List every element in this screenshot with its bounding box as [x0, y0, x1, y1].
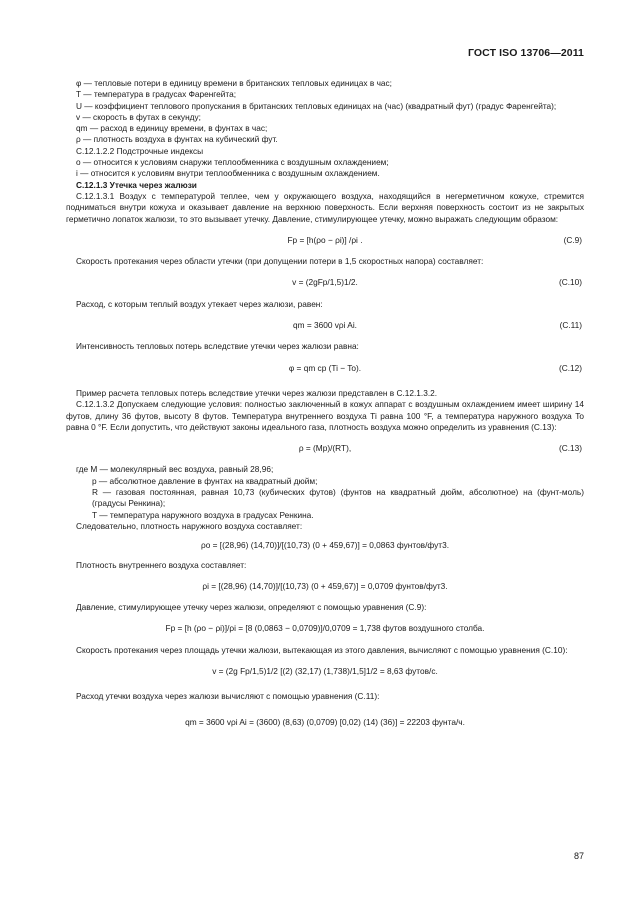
paragraph-example-ref: Пример расчета тепловых потерь вследствие утечки через жалюзи представлен в С.12.1.3.2.	[76, 387, 438, 398]
paragraph-leak-velocity: Скорость протекания через площадь утечки жалюзи, вытекающая из этого давления, вычисляют с помощью уравнения (С.10):	[76, 644, 568, 655]
where-r: R — газовая постоянная, равная 10,73 (кубических футов) (фунтов на квадратный дюйм, абсолютное) на (фунт-моль) (градусы Ренкина);	[92, 487, 584, 509]
paragraph-conditions: С.12.1.3.2 Допускаем следующие условия: полностью заключенный в кожух аппарат с воздушным охлаждением имеет ширину 14 футов, длину 36 футов, высоту 8 футов. Температура внутреннего воздуха Ti равна 100 °F, а температура наружного воздуха To равна 0 °F. Если допустить, что действуют законы идеального газа, плотность воздуха можно определить из уравнения (С.13):	[66, 399, 584, 432]
equation-formula: Fp = [h(ρo − ρi)] /ρi .	[287, 234, 363, 245]
subscript-i: i — относится к условиям внутри теплообменника с воздушным охлаждением.	[76, 168, 380, 179]
equation-c9	[66, 235, 584, 246]
equation-inner-density	[66, 581, 584, 592]
document-header: ГОСТ ISO 13706—2011	[467, 47, 584, 59]
where-t: T — температура наружного воздуха в градусах Ренкина.	[92, 509, 314, 520]
definition-qm: qm — расход в единицу времени, в фунтах в час;	[76, 123, 268, 134]
equation-velocity	[66, 666, 584, 677]
equation-number: (С.11)	[559, 320, 582, 331]
equation-c12	[66, 363, 584, 374]
definition-rho: ρ — плотность воздуха в фунтах на кубический фут.	[76, 134, 278, 145]
page-number: 87	[573, 851, 584, 861]
equation-pressure	[66, 623, 584, 634]
definition-phi: φ — тепловые потери в единицу времени в британских тепловых единицах в час;	[76, 78, 392, 88]
equation-formula: qm = 3600 vρi Ai = (3600) (8,63) (0,0709) [0,02) (14) (36)] = 22203 фунта/ч.	[185, 716, 465, 727]
definition-u: U — коэффициент теплового пропускания в британских тепловых единицах на (час) (квадратный фут) (градус Фаренгейта);	[76, 100, 557, 111]
paragraph-outer-density: Следовательно, плотность наружного воздуха составляет:	[76, 520, 303, 531]
paragraph-leak-flow: Расход утечки воздуха через жалюзи вычисляют с помощью уравнения (С.11):	[76, 691, 380, 702]
section-title: С.12.1.3 Утечка через жалюзи	[76, 179, 197, 190]
paragraph-inner-density: Плотность внутреннего воздуха составляет:	[76, 559, 247, 570]
equation-number: (С.9)	[563, 234, 582, 245]
where-m: где M — молекулярный вес воздуха, равный 28,96;	[76, 464, 274, 475]
equation-formula: ρi = [(28,96) (14,70)]/[(10,73) (0 + 459,67)] = 0,0709 фунтов/фут3.	[202, 580, 448, 591]
paragraph-pressure: Давление, стимулирующее утечку через жалюзи, определяют с помощью уравнения (С.9):	[76, 602, 427, 613]
equation-flow	[66, 717, 584, 728]
definition-v: v — скорость в футах в секунду;	[76, 111, 201, 122]
equation-formula: v = (2g Fp/1,5)1/2 [(2) (32,17) (1,738)/1,5]1/2 = 8,63 футов/с.	[212, 665, 438, 676]
definition-t: T — температура в градусах Фаренгейта;	[76, 89, 237, 100]
equation-formula: φ = qm cp (Ti − To).	[288, 362, 362, 373]
equation-c13	[66, 443, 584, 454]
subscripts-title: С.12.1.2.2 Подстрочные индексы	[76, 145, 204, 156]
equation-formula: qm = 3600 vρi Ai.	[293, 320, 357, 331]
equation-number: (С.13)	[558, 443, 582, 454]
equation-formula: Fp = [h (ρo − ρi)]/ρi = [8 (0,0863 − 0,0709)]/0,0709 = 1,738 футов воздушного столба.	[165, 623, 485, 634]
equation-formula: ρ = (Mp)/(RT),	[298, 443, 352, 454]
equation-c11	[66, 320, 584, 331]
where-p: p — абсолютное давление в фунтах на квадратный дюйм;	[92, 475, 318, 486]
subscript-o: о — относится к условиям снаружи теплообменника с воздушным охлаждением;	[76, 157, 389, 168]
equation-c10	[66, 277, 584, 288]
paragraph-flow: Расход, с которым теплый воздух утекает через жалюзи, равен:	[76, 298, 323, 309]
equation-outer-density	[66, 540, 584, 551]
equation-formula: v = (2gFp/1,5)1/2.	[292, 277, 358, 288]
equation-formula: ρo = [(28,96) (14,70)]/[(10,73) (0 + 459,67)] = 0,0863 фунтов/фут3.	[201, 540, 449, 551]
equation-number: (С.12)	[558, 362, 582, 373]
paragraph-heat-loss: Интенсивность тепловых потерь вследствие утечки через жалюзи равна:	[76, 341, 359, 352]
equation-number: (С.10)	[558, 277, 582, 288]
page-content	[66, 78, 584, 728]
paragraph-leak-intro: С.12.1.3.1 Воздух с температурой теплее, чем у окружающего воздуха, находящийся в негерметичном кожухе, стремится подниматься внутри кожуха и оказывает давление на верхнюю поверхность. Если верхняя поверхность состоит из не закрытых герметично лопаток жалюзи, то это вызывает утечку. Давление, стимулирующее утечку, можно выражать следующим образом:	[66, 190, 584, 224]
paragraph-velocity: Скорость протекания через области утечки (при допущении потери в 1,5 скоростных напора) составляет:	[76, 256, 484, 267]
